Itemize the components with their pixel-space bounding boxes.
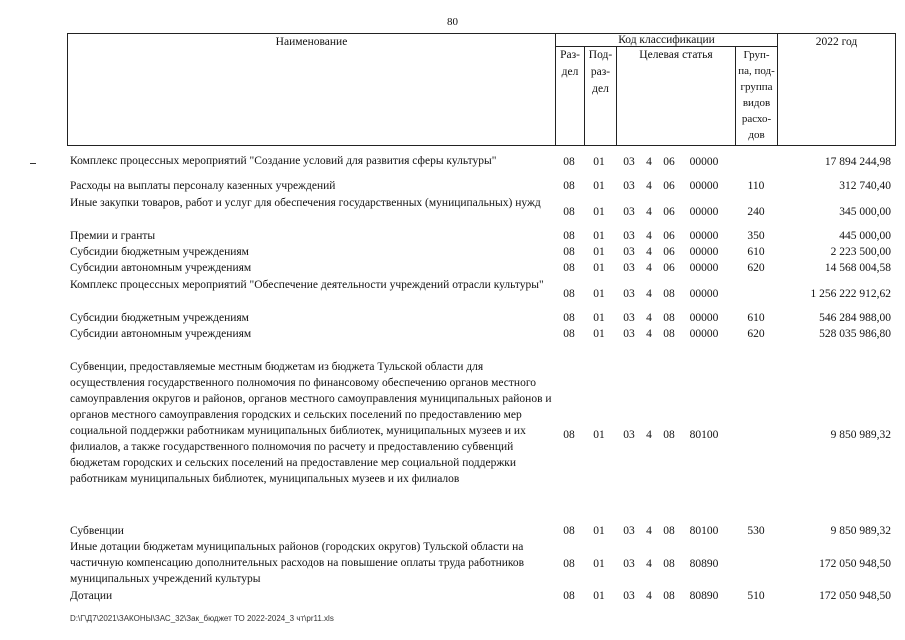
cell-t3: 08 bbox=[663, 288, 675, 300]
cell-t3: 06 bbox=[663, 180, 675, 192]
header-podrazdel: Под- раз- дел bbox=[584, 46, 617, 146]
table-row bbox=[67, 153, 896, 170]
table-row bbox=[67, 310, 896, 326]
cell-pr: 01 bbox=[593, 312, 605, 324]
cell-t4: 80100 bbox=[689, 525, 719, 537]
cell-t1: 03 bbox=[623, 246, 635, 258]
cell-t2: 4 bbox=[646, 312, 652, 324]
cell-t2: 4 bbox=[646, 558, 652, 570]
cell-t1: 03 bbox=[623, 525, 635, 537]
cell-t1: 03 bbox=[623, 230, 635, 242]
cell-t3: 08 bbox=[663, 312, 675, 324]
cell-pr: 01 bbox=[593, 558, 605, 570]
cell-r: 08 bbox=[563, 262, 575, 274]
cell-t2: 4 bbox=[646, 156, 652, 168]
cell-t2: 4 bbox=[646, 525, 652, 537]
cell-t3: 06 bbox=[663, 206, 675, 218]
cell-t3: 08 bbox=[663, 558, 675, 570]
cell-r: 08 bbox=[563, 328, 575, 340]
cell-t3: 08 bbox=[663, 590, 675, 602]
row-name: Дотации bbox=[70, 590, 113, 602]
cell-r: 08 bbox=[563, 558, 575, 570]
table-row bbox=[67, 277, 896, 310]
cell-amount: 172 050 948,50 bbox=[819, 558, 891, 570]
cell-amount: 1 256 222 912,62 bbox=[810, 288, 891, 300]
cell-t2: 4 bbox=[646, 230, 652, 242]
cell-t3: 06 bbox=[663, 246, 675, 258]
cell-amount: 9 850 989,32 bbox=[830, 429, 891, 441]
cell-g: 350 bbox=[747, 230, 765, 242]
cell-pr: 01 bbox=[593, 180, 605, 192]
cell-t2: 4 bbox=[646, 206, 652, 218]
cell-t3: 06 bbox=[663, 262, 675, 274]
cell-t4: 00000 bbox=[689, 328, 719, 340]
cell-t1: 03 bbox=[623, 558, 635, 570]
margin-mark bbox=[30, 163, 36, 164]
cell-t2: 4 bbox=[646, 429, 652, 441]
cell-t2: 4 bbox=[646, 328, 652, 340]
table-row bbox=[67, 260, 896, 276]
cell-pr: 01 bbox=[593, 262, 605, 274]
table-row bbox=[67, 539, 896, 588]
cell-t1: 03 bbox=[623, 328, 635, 340]
cell-r: 08 bbox=[563, 525, 575, 537]
header-year: 2022 год bbox=[777, 33, 896, 146]
cell-t4: 00000 bbox=[689, 288, 719, 300]
cell-t4: 80100 bbox=[689, 429, 719, 441]
cell-r: 08 bbox=[563, 156, 575, 168]
cell-amount: 312 740,40 bbox=[839, 180, 891, 192]
cell-r: 08 bbox=[563, 312, 575, 324]
table-row bbox=[67, 244, 896, 260]
cell-pr: 01 bbox=[593, 206, 605, 218]
page-number: 80 bbox=[447, 16, 458, 28]
header-code: Код классификации bbox=[555, 33, 778, 47]
cell-amount: 2 223 500,00 bbox=[830, 246, 891, 258]
cell-t4: 80890 bbox=[689, 558, 719, 570]
cell-r: 08 bbox=[563, 230, 575, 242]
table-header bbox=[67, 33, 896, 146]
cell-amount: 172 050 948,50 bbox=[819, 590, 891, 602]
table-row bbox=[67, 178, 896, 194]
cell-t4: 00000 bbox=[689, 156, 719, 168]
row-name: Субвенции bbox=[70, 525, 124, 537]
cell-amount: 546 284 988,00 bbox=[819, 312, 891, 324]
cell-t1: 03 bbox=[623, 180, 635, 192]
row-name: Субвенции, предоставляемые местным бюджетам из бюджета Тульской области для осуществления государственного полномочия по финансовому обеспечению органов местного самоуправления округов и районов, органов местного самоуправления муниципальных районов и органов местного самоуправления городских и сельских поселений по предоставлению мер социальной поддержки работникам муниципальных библиотек, муниципальных музеев и их филиалов, а также государственного полномочия по расчету и предоставлению субвенций бюджетам городских и сельских поселений на предоставление мер социальной поддержки работникам муниципальных библиотек, муниципальных музеев и их филиалов bbox=[70, 361, 552, 485]
cell-g: 240 bbox=[747, 206, 765, 218]
cell-t2: 4 bbox=[646, 288, 652, 300]
cell-g: 620 bbox=[747, 262, 765, 274]
header-razdel: Раз- дел bbox=[555, 46, 585, 146]
cell-pr: 01 bbox=[593, 525, 605, 537]
cell-t1: 03 bbox=[623, 262, 635, 274]
cell-t3: 06 bbox=[663, 156, 675, 168]
header-group: Груп- па, под- группа видов расхо- дов bbox=[735, 46, 778, 146]
cell-t4: 00000 bbox=[689, 180, 719, 192]
cell-t4: 00000 bbox=[689, 262, 719, 274]
table-row bbox=[67, 588, 896, 604]
cell-r: 08 bbox=[563, 180, 575, 192]
cell-t1: 03 bbox=[623, 312, 635, 324]
table-row bbox=[67, 228, 896, 244]
cell-g: 620 bbox=[747, 328, 765, 340]
header-target: Целевая статья bbox=[616, 46, 736, 146]
cell-pr: 01 bbox=[593, 156, 605, 168]
row-name: Комплекс процессных мероприятий "Обеспечение деятельности учреждений отрасли культуры" bbox=[70, 279, 544, 291]
cell-t3: 08 bbox=[663, 328, 675, 340]
header-name: Наименование bbox=[67, 33, 556, 146]
cell-amount: 9 850 989,32 bbox=[830, 525, 891, 537]
cell-t2: 4 bbox=[646, 246, 652, 258]
cell-r: 08 bbox=[563, 246, 575, 258]
cell-t4: 00000 bbox=[689, 246, 719, 258]
table-row bbox=[67, 195, 896, 228]
cell-pr: 01 bbox=[593, 230, 605, 242]
file-path: D:\Г\Д7\2021\ЗАКОНЫ\ЗАС_32\Зак_бюджет ТО 2022-2024_3 чт\рr11.xls bbox=[70, 614, 334, 623]
cell-g: 610 bbox=[747, 246, 765, 258]
cell-pr: 01 bbox=[593, 590, 605, 602]
cell-t1: 03 bbox=[623, 429, 635, 441]
cell-t4: 00000 bbox=[689, 230, 719, 242]
cell-pr: 01 bbox=[593, 288, 605, 300]
cell-amount: 17 894 244,98 bbox=[824, 156, 891, 168]
cell-t4: 80890 bbox=[689, 590, 719, 602]
cell-t1: 03 bbox=[623, 206, 635, 218]
cell-r: 08 bbox=[563, 288, 575, 300]
cell-g: 110 bbox=[747, 180, 765, 192]
row-name: Субсидии бюджетным учреждениям bbox=[70, 312, 249, 324]
cell-t3: 08 bbox=[663, 525, 675, 537]
table-row bbox=[67, 359, 896, 511]
row-name: Субсидии автономным учреждениям bbox=[70, 262, 252, 274]
cell-t4: 00000 bbox=[689, 206, 719, 218]
cell-t2: 4 bbox=[646, 262, 652, 274]
table-row bbox=[67, 523, 896, 539]
cell-r: 08 bbox=[563, 590, 575, 602]
cell-pr: 01 bbox=[593, 328, 605, 340]
row-name: Субсидии автономным учреждениям bbox=[70, 328, 252, 340]
cell-pr: 01 bbox=[593, 246, 605, 258]
row-name: Комплекс процессных мероприятий "Создание условий для развития сферы культуры" bbox=[70, 155, 497, 167]
cell-amount: 14 568 004,58 bbox=[824, 262, 891, 274]
row-name: Иные закупки товаров, работ и услуг для обеспечения государственных (муниципальных) нужд bbox=[70, 197, 541, 209]
cell-g: 610 bbox=[747, 312, 765, 324]
cell-pr: 01 bbox=[593, 429, 605, 441]
cell-g: 530 bbox=[747, 525, 765, 537]
cell-t4: 00000 bbox=[689, 312, 719, 324]
cell-r: 08 bbox=[563, 429, 575, 441]
cell-amount: 445 000,00 bbox=[839, 230, 891, 242]
cell-amount: 528 035 986,80 bbox=[819, 328, 891, 340]
cell-t1: 03 bbox=[623, 288, 635, 300]
table-row bbox=[67, 326, 896, 342]
cell-t3: 06 bbox=[663, 230, 675, 242]
cell-r: 08 bbox=[563, 206, 575, 218]
row-name: Субсидии бюджетным учреждениям bbox=[70, 246, 249, 258]
row-name: Премии и гранты bbox=[70, 230, 156, 242]
cell-t2: 4 bbox=[646, 180, 652, 192]
row-name: Иные дотации бюджетам муниципальных районов (городских округов) Тульской области на частичную компенсацию дополнительных расходов на повышение оплаты труда работников муниципальных учреждений культуры bbox=[70, 541, 525, 585]
cell-t2: 4 bbox=[646, 590, 652, 602]
row-name: Расходы на выплаты персоналу казенных учреждений bbox=[70, 180, 336, 192]
cell-t3: 08 bbox=[663, 429, 675, 441]
cell-g: 510 bbox=[747, 590, 765, 602]
cell-t1: 03 bbox=[623, 590, 635, 602]
cell-t1: 03 bbox=[623, 156, 635, 168]
cell-amount: 345 000,00 bbox=[839, 206, 891, 218]
